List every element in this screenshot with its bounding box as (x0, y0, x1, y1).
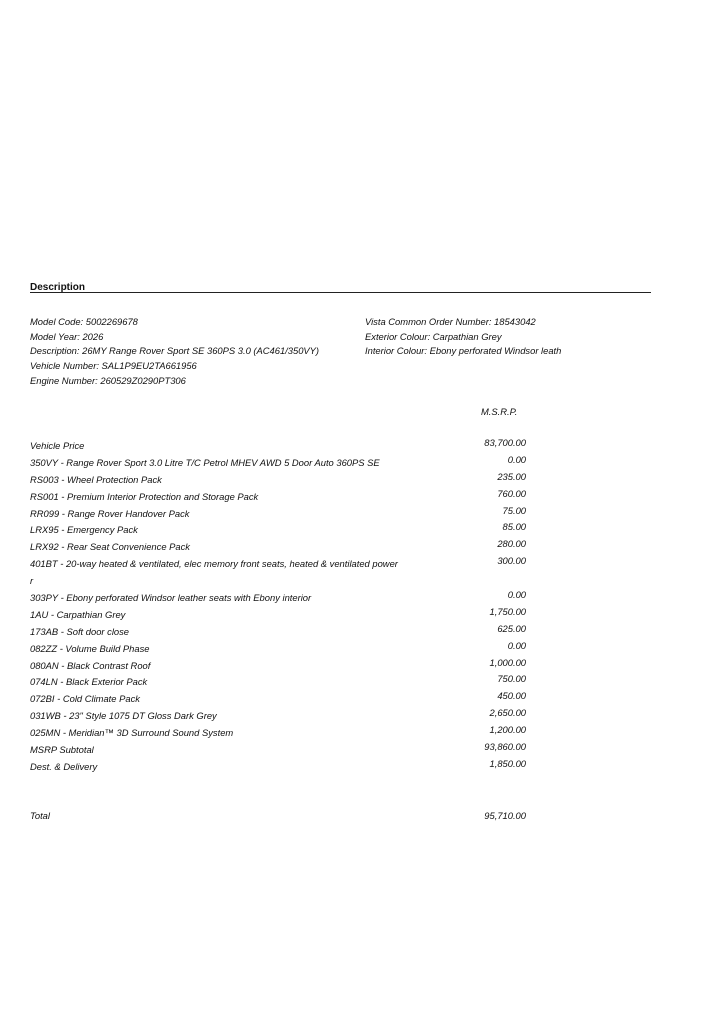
price-line (30, 505, 530, 522)
vehicle-description: Description: 26MY Range Rover Sport SE 360PS 3.0 (AC461/350VY) (30, 345, 320, 357)
price-line (30, 640, 530, 657)
price-line (30, 673, 530, 690)
line-price: 0.00 (507, 453, 526, 465)
price-line (30, 623, 530, 640)
price-line (30, 758, 530, 775)
line-description: 025MN - Meridian™ 3D Surround Sound System (30, 727, 234, 739)
vehicle-number: Vehicle Number: SAL1P9EU2TA661956 (30, 360, 197, 372)
engine-number: Engine Number: 260529Z0290PT306 (30, 374, 186, 386)
price-line-list (30, 437, 530, 775)
line-price: 750.00 (497, 673, 526, 685)
price-line (30, 521, 530, 538)
line-description: LRX95 - Emergency Pack (30, 524, 138, 536)
price-column-header: M.S.R.P. (481, 406, 518, 417)
total-row (30, 810, 530, 824)
model-year: Model Year: 2026 (30, 330, 104, 342)
vehicle-info-left (30, 316, 319, 389)
line-price: 1,750.00 (489, 605, 526, 617)
line-description: 072BI - Cold Climate Pack (30, 693, 140, 705)
price-line (30, 606, 530, 623)
price-line (30, 724, 530, 741)
line-description: Vehicle Price (30, 440, 85, 451)
price-line (30, 657, 530, 674)
price-line (30, 471, 530, 488)
line-price: 300.00 (497, 555, 526, 567)
line-price: 0.00 (507, 589, 526, 601)
line-price: 625.00 (497, 622, 526, 634)
line-price: 235.00 (497, 470, 526, 482)
order-number: Vista Common Order Number: 18543042 (365, 316, 536, 327)
vehicle-info-right (365, 316, 561, 360)
line-price: 2,650.00 (489, 707, 526, 719)
heading-divider (30, 292, 651, 293)
line-description: Dest. & Delivery (30, 760, 98, 772)
line-price: 0.00 (507, 639, 526, 651)
line-description: 082ZZ - Volume Build Phase (30, 642, 150, 654)
price-line (30, 488, 530, 505)
line-description: 080AN - Black Contrast Roof (30, 659, 151, 671)
line-description: MSRP Subtotal (30, 744, 94, 756)
line-description: 401BT - 20-way heated & ventilated, elec memory front seats, heated & ventilated power r (30, 558, 398, 587)
line-price: 280.00 (497, 538, 526, 550)
line-price: 450.00 (497, 690, 526, 702)
line-description: 1AU - Carpathian Grey (30, 608, 126, 620)
line-price: 85.00 (502, 521, 526, 533)
line-price: 1,000.00 (489, 656, 526, 668)
total-label: Total (30, 810, 50, 821)
line-description: RR099 - Range Rover Handover Pack (30, 507, 190, 519)
line-price: 83,700.00 (484, 437, 526, 448)
price-line (30, 690, 530, 707)
price-line (30, 437, 530, 454)
line-description: RS001 - Premium Interior Protection and Storage Pack (30, 490, 259, 502)
model-code: Model Code: 5002269678 (30, 316, 138, 327)
line-description: 350VY - Range Rover Sport 3.0 Litre T/C Petrol MHEV AWD 5 Door Auto 360PS SE (30, 456, 380, 468)
line-price: 93,860.00 (484, 741, 526, 753)
line-description: 074LN - Black Exterior Pack (30, 676, 148, 688)
line-price: 760.00 (497, 487, 526, 499)
line-description: RS003 - Wheel Protection Pack (30, 473, 162, 485)
interior-colour: Interior Colour: Ebony perforated Windsor leath (365, 345, 562, 357)
total-price: 95,710.00 (484, 810, 526, 821)
price-line (30, 555, 530, 589)
price-line (30, 454, 530, 471)
price-line (30, 538, 530, 555)
section-heading: Description (30, 282, 86, 293)
line-price: 1,850.00 (489, 757, 526, 769)
price-line (30, 707, 530, 724)
line-description: 173AB - Soft door close (30, 625, 130, 637)
price-line (30, 741, 530, 758)
line-description: LRX92 - Rear Seat Convenience Pack (30, 541, 190, 553)
price-line (30, 589, 530, 606)
exterior-colour: Exterior Colour: Carpathian Grey (365, 330, 502, 342)
line-price: 75.00 (502, 504, 526, 516)
line-description: 031WB - 23" Style 1075 DT Gloss Dark Grey (30, 710, 217, 722)
line-price: 1,200.00 (489, 724, 526, 736)
line-description: 303PY - Ebony perforated Windsor leather seats with Ebony interior (30, 592, 312, 604)
